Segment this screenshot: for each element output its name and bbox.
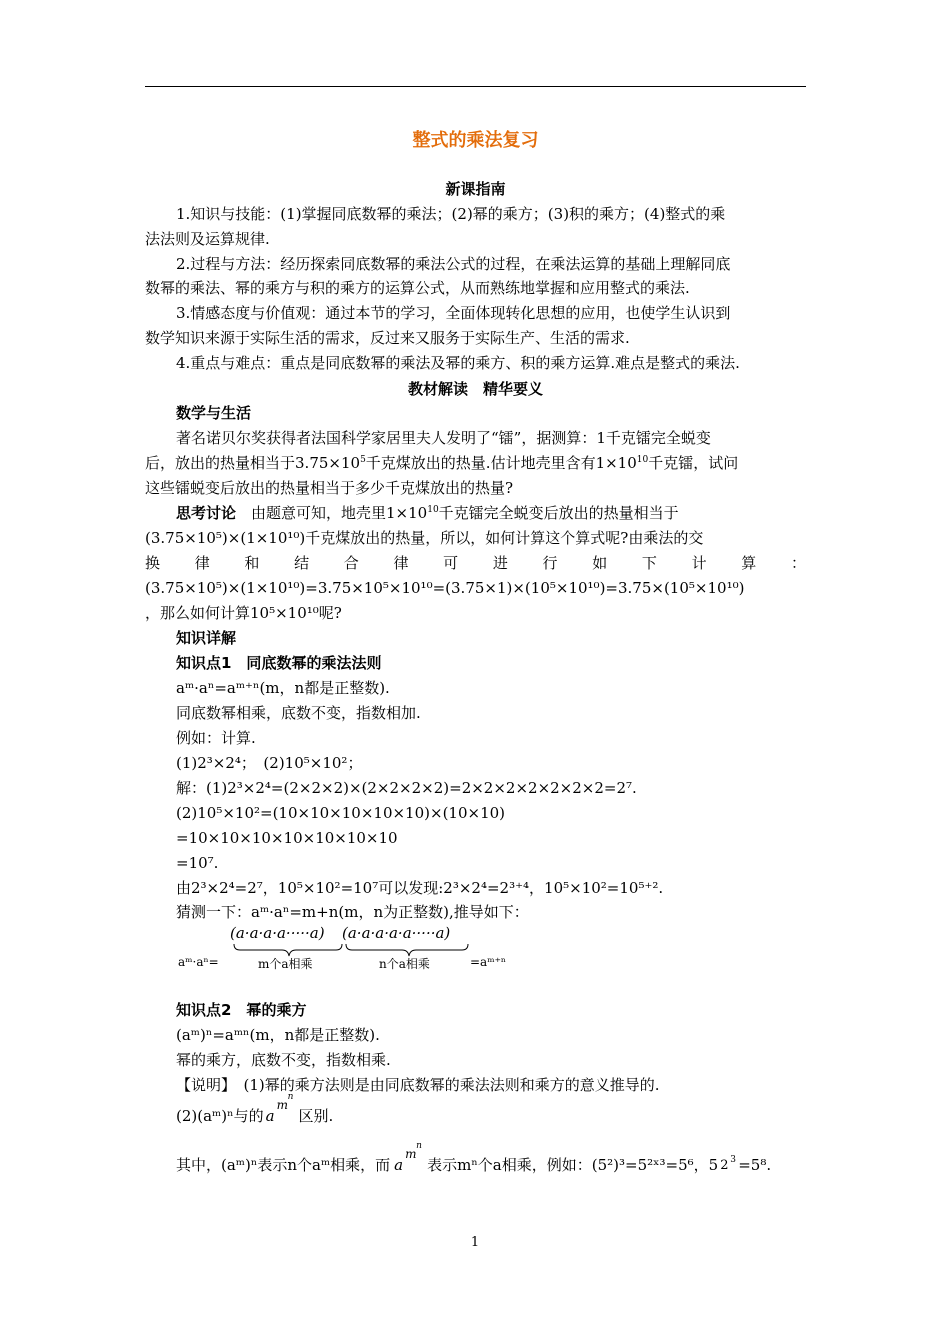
paragraph-2a: 2.过程与方法：经历探索同底数幂的乘法公式的过程，在乘法运算的基础上理解同底 (176, 255, 731, 273)
spread-char: ： (790, 554, 806, 572)
spread-char: 换 (145, 554, 161, 572)
brace-right-expr: (a·a·a·a·a·····a) (342, 924, 451, 942)
kp2-note-3: 其中，(aᵐ)ⁿ表示n个aᵐ相乘，而 a m n 表示mⁿ个a相乘，例如：(5²)³=5²ˣ³=5⁶，5 2 3 =5⁸. (176, 1141, 772, 1174)
paragraph-1b: 法法则及运算规律. (145, 230, 270, 248)
life-paragraph-1: 著名诺贝尔奖获得者法国科学家居里夫人发明了“镭”，据测算：1千克镭完全蜕变 (176, 429, 711, 447)
knowledge-point-1-title: 知识点1 同底数幂的乘法法则 (176, 654, 382, 672)
text-run: 千克煤放出的热量.估计地壳里含有1×10 (365, 454, 637, 472)
spread-char: 进 (492, 554, 508, 572)
section-heading-reading: 教材解读 精华要义 (407, 380, 543, 398)
think-paragraph-2: (3.75×10⁵)×(1×10¹⁰)千克煤放出的热量，所以，如何计算这个算式呢?由乘法的交 (145, 529, 704, 547)
paragraph-4: 4.重点与难点：重点是同底数幂的乘法及幂的乘方、积的乘方运算.难点是整式的乘法. (176, 354, 740, 372)
spread-char: 可 (443, 554, 459, 572)
spread-char: 合 (343, 554, 359, 572)
subheading-life: 数学与生活 (176, 404, 252, 422)
header-rule (145, 86, 806, 87)
text-run: 千克镭完全蜕变后放出的热量相当于 (438, 504, 679, 522)
text-run: =5⁸. (738, 1156, 772, 1174)
subheading-knowledge: 知识详解 (176, 629, 237, 647)
spread-char: 下 (641, 554, 657, 572)
kp1-solution-3: =10×10×10×10×10×10×10 (176, 829, 398, 847)
power-tower-a-m-n: a m n (394, 1141, 422, 1174)
think-label: 思考讨论 (176, 504, 237, 522)
kp2-note-2 (176, 1092, 334, 1126)
left-underbrace (234, 944, 342, 956)
page-title: 整式的乘法复习 (412, 130, 539, 151)
spread-char: 如 (592, 554, 608, 572)
paragraph-1a: 1.知识与技能：(1)掌握同底数幂的乘法；(2)幂的乘方；(3)积的乘方；(4)整式的乘 (176, 205, 726, 223)
spread-char: 结 (294, 554, 310, 572)
brace-rhs: =aᵐ⁺ⁿ (470, 955, 506, 969)
brace-left-expr: (a·a·a·a·····a) (230, 924, 325, 942)
text-run: 千克镭，试问 (648, 454, 739, 472)
life-paragraph-2 (145, 453, 738, 473)
kp1-example-items: (1)2³×2⁴； (2)10⁵×10²； (176, 754, 363, 772)
spread-char: 行 (542, 554, 558, 572)
text-run: (2)(aᵐ)ⁿ与的 (176, 1107, 264, 1125)
kp1-guess: 猜测一下：aᵐ·aⁿ=m+n(m，n为正整数),推导如下： (176, 903, 529, 921)
text-run: 其中，(aᵐ)ⁿ表示n个aᵐ相乘，而 (176, 1156, 391, 1174)
page-number: 1 (470, 1235, 480, 1250)
think-paragraph-5: ，那么如何计算10⁵×10¹⁰呢? (145, 604, 342, 622)
kp1-rule: 同底数幂相乘，底数不变，指数相加. (176, 704, 421, 722)
kp2-note-1: 【说明】 (1)幂的乘方法则是由同底数幂的乘法法则和乘方的意义推导的. (176, 1076, 660, 1094)
brace-left-label: m个a相乘 (258, 957, 313, 971)
spread-char: 和 (244, 554, 260, 572)
think-paragraph-1 (176, 503, 679, 523)
brace-derivation (176, 918, 506, 978)
kp1-example: 例如：计算. (176, 729, 256, 747)
paragraph-3a: 3.情感态度与价值观：通过本节的学习，全面体现转化思想的应用，也使学生认识到 (176, 304, 731, 322)
text-run: 区别. (298, 1107, 334, 1125)
kp1-solution-2: (2)10⁵×10²=(10×10×10×10×10)×(10×10) (176, 804, 506, 822)
superscript: 5 (360, 455, 366, 465)
brace-lhs: aᵐ·aⁿ= (178, 955, 219, 969)
paragraph-3b: 数学知识来源于实际生活的需求，反过来又服务于实际生产、生活的需求. (145, 329, 630, 347)
section-heading-guide: 新课指南 (445, 180, 506, 198)
superscript: 10 (636, 455, 649, 465)
kp1-finding: 由2³×2⁴=2⁷，10⁵×10²=10⁷可以发现:2³×2⁴=2³⁺⁴，10⁵×10²=10⁵⁺². (176, 879, 664, 897)
think-paragraph-3 (145, 553, 806, 573)
knowledge-point-2-title: 知识点2 幂的乘方 (176, 1001, 307, 1019)
spread-char: 律 (393, 554, 409, 572)
life-paragraph-3: 这些镭蜕变后放出的热量相当于多少千克煤放出的热量? (145, 479, 514, 497)
spread-char: 律 (194, 554, 210, 572)
text-run: 后，放出的热量相当于3.75×10 (145, 454, 361, 472)
paragraph-2b: 数幂的乘法、幂的乘方与积的乘方的运算公式，从而熟练地掌握和应用整式的乘法. (145, 279, 690, 297)
think-paragraph-4: (3.75×10⁵)×(1×10¹⁰)=3.75×10⁵×10¹⁰=(3.75×1)×(10⁵×10¹⁰)=3.75×(10⁵×10¹⁰) (145, 579, 745, 597)
power-tower-a-m-n: a m n (265, 1092, 294, 1125)
kp2-rule: 幂的乘方，底数不变，指数相乘. (176, 1051, 391, 1069)
text-run: 由题意可知，地壳里1×10 (236, 504, 428, 522)
spread-char: 计 (691, 554, 707, 572)
right-underbrace (346, 944, 468, 956)
spread-char: 算 (741, 554, 757, 572)
text-run: 表示mⁿ个a相乘，例如：(5²)³=5²ˣ³=5⁶，5 (427, 1156, 719, 1174)
kp2-formula: (aᵐ)ⁿ=aᵐⁿ(m，n都是正整数). (176, 1026, 380, 1044)
superscript: 10 (427, 505, 439, 515)
brace-right-label: n个a相乘 (379, 957, 430, 971)
kp1-formula: aᵐ·aⁿ=aᵐ⁺ⁿ(m，n都是正整数). (176, 679, 390, 697)
kp1-solution-1: 解：(1)2³×2⁴=(2×2×2)×(2×2×2×2)=2×2×2×2×2×2×2=2⁷. (176, 779, 637, 797)
kp1-solution-4: =10⁷. (176, 854, 219, 872)
